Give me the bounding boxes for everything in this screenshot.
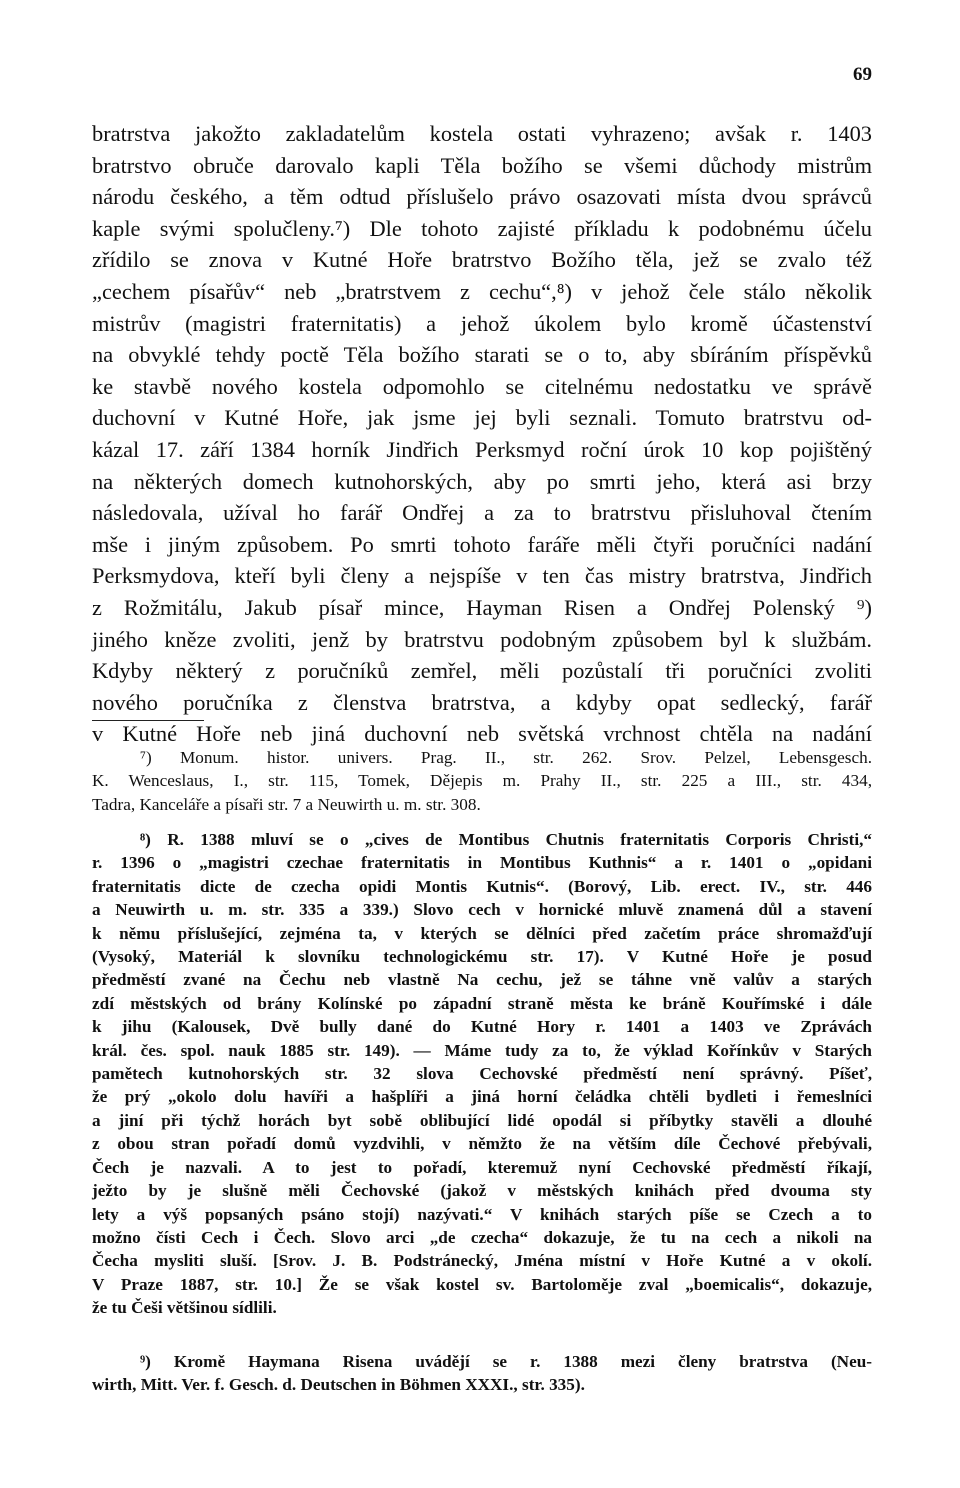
footnote-line: ježto by je slušně měli Čechovské (jakož v městských knihách před dvouma sty (92, 1181, 872, 1201)
text-line: následovala, užíval ho farář Ondřej a za to bratrstvu přisluhoval čtením (92, 500, 872, 526)
footnote-line: a Neuwirth u. m. str. 335 a 339.) Slovo cech v hornické mluvě znamená důl a stavení (92, 900, 872, 920)
text-line: bratrstvo obruče darovalo kapli Těla božího se všemi důchody mistrům (92, 152, 872, 178)
text-line: jiného kněze zvoliti, jenž by bratrstvu podobným způsobem byl k službám. (92, 626, 872, 652)
footnote-line: lety a výš popsaných psáno stojí) nazývati.“ V knihách starých píše se Czech a to (92, 1204, 872, 1224)
footnote-separator (92, 720, 204, 721)
footnote-line: Tadra, Kanceláře a písaři str. 7 a Neuwirth u. m. str. 308. (92, 794, 481, 814)
text-line: kázal 17. září 1384 horník Jindřich Perksmyd roční úrok 10 kop pojištěný (92, 436, 872, 462)
text-line: v Kutné Hoře neb jiná duchovní neb světská vrchnost chtěla na nadání (92, 721, 872, 747)
footnote-line: ⁹) Kromě Haymana Risena uvádějí se r. 1388 mezi členy bratrstva (Neu- (140, 1352, 872, 1371)
footnote-line: fraternitatis dicte de czecha opidi Montis Kutnis“. (Borový, Lib. erect. IV., str. 446 (92, 876, 872, 896)
footnote-7 (92, 746, 872, 816)
footnote-9 (92, 1350, 872, 1397)
text-line: „cechem písařův“ neb „bratrstvem z cechu“,⁸) v jehož čele stálo několik (92, 278, 872, 304)
footnote-line: ⁷) Monum. histor. univers. Prag. II., str. 262. Srov. Pelzel, Lebensgesch. (140, 748, 872, 767)
text-line: nového poručníka z členstva bratrstva, a kdyby opat sedlecký, farář (92, 689, 872, 715)
footnote-line: z obou stran pořadí domů vyzdvihli, v němžto že na větším díle Čechové přebývali, (92, 1134, 872, 1154)
text-line: bratrstva jakožto zakladatelům kostela ostati vyhrazeno; avšak r. 1403 (92, 121, 872, 146)
text-line: mistrův (magistri fraternitatis) a jehož úkolem bylo kromě účastenství (92, 310, 872, 336)
text-line: kaple svými spolučleny.⁷) Dle tohoto zajisté příkladu k podobnému účelu (92, 215, 872, 241)
footnote-line: k němu příslušející, zejména ta, v kterých se dělníci před začetím práce shromažďují (92, 923, 872, 943)
text-line: mše i jiným způsobem. Po smrti tohoto faráře měli čtyři poručníci nadání (92, 531, 872, 557)
footnote-line: k jihu (Kalousek, Dvě bully dané do Kutné Hory r. 1401 a 1403 ve Zprávách (92, 1017, 872, 1037)
footnote-line: pamětech kutnohorských str. 32 slova Cechovské předměstí není správný. Píšeť, (92, 1064, 872, 1084)
main-text (92, 118, 872, 750)
footnote-line: Čech je nazvali. A to jest to pořadí, kteremuž nyní Cechovské předměstí říkají, (92, 1157, 872, 1177)
text-line: z Rožmitálu, Jakub písař mince, Hayman Risen a Ondřej Polenský ⁹) (92, 594, 872, 620)
text-line: na některých domech kutnohorských, aby po smrti jeho, která asi brzy (92, 468, 872, 494)
text-line: Kdyby některý z poručníků zemřel, měli pozůstalí tři poručníci zvoliti (92, 658, 872, 684)
text-line: zřídilo se znova v Kutné Hoře bratrstvo Božího těla, jež se zvalo též (92, 247, 872, 273)
footnote-8 (92, 828, 872, 1320)
footnote-line: r. 1396 o „magistri czechae fraternitatis in Montibus Kuthnis“ a r. 1401 o „opidani (92, 853, 872, 873)
footnote-line: že prý „okolo dolu havíři a hašplíři a jiná horní čeládka chtěli bydleti i řemeslníci (92, 1087, 872, 1107)
page-number: 69 (853, 64, 872, 85)
footnote-line: ⁸) R. 1388 mluví se o „cives de Montibus Chutnis fraternitatis Corporis Christi,“ (140, 830, 872, 849)
text-line: na obvyklé tehdy poctě Těla božího starati se o to, aby sbíráním příspěvků (92, 342, 872, 368)
footnote-line: král. čes. spol. nauk 1885 str. 149). — Máme tudy za to, že výklad Kořínkův v Starých (92, 1040, 872, 1060)
footnote-line: předměstí zvané na Čechu neb vlastně Na cechu, jež se táhne vně valův a starých (92, 970, 872, 990)
text-line: národu českého, a těm odtud příslušelo právo osazovati místa dvou správců (92, 184, 872, 210)
footnote-line: V Praze 1887, str. 10.] Že se však kostel sv. Bartoloměje zval „boemicalis“, dokazuje, (92, 1274, 872, 1294)
footnote-line: že tu Češi většinou sídlili. (92, 1298, 277, 1318)
text-line: duchovní v Kutné Hoře, jak jsme jej byli seznali. Tomuto bratrstvu od- (92, 405, 872, 431)
footnote-line: K. Wenceslaus, I., str. 115, Tomek, Dějepis m. Prahy II., str. 225 a III., str. 434, (92, 771, 872, 791)
footnote-line: Čecha mysliti sluší. [Srov. J. B. Podstránecký, Jména místní v Hoře Kutné a v okolí. (92, 1251, 872, 1271)
footnote-line: wirth, Mitt. Ver. f. Gesch. d. Deutschen in Böhmen XXXI., str. 335). (92, 1375, 585, 1395)
footnote-line: (Vysoký, Materiál k slovníku technologickému str. 17). V Kutné Hoře je posud (92, 947, 872, 967)
text-line: Perksmydova, kteří byli členy a nejspíše v ten čas mistry bratrstva, Jindřich (92, 563, 872, 589)
text-line: ke stavbě nového kostela odpomohlo se citelnému nedostatku ve správě (92, 373, 872, 399)
footnote-line: zdí městských od brány Kolínské po západní straně města ke bráně Kouřímské i dále (92, 993, 872, 1013)
footnote-line: a jiní při týchž horách byt sobě oblibující lidé opodál si příbytky stavěli a dlouhé (92, 1110, 872, 1130)
footnote-line: možno čísti Cech i Čech. Slovo arci „de czecha“ dokazuje, že tu na cech a nikoli na (92, 1227, 872, 1247)
